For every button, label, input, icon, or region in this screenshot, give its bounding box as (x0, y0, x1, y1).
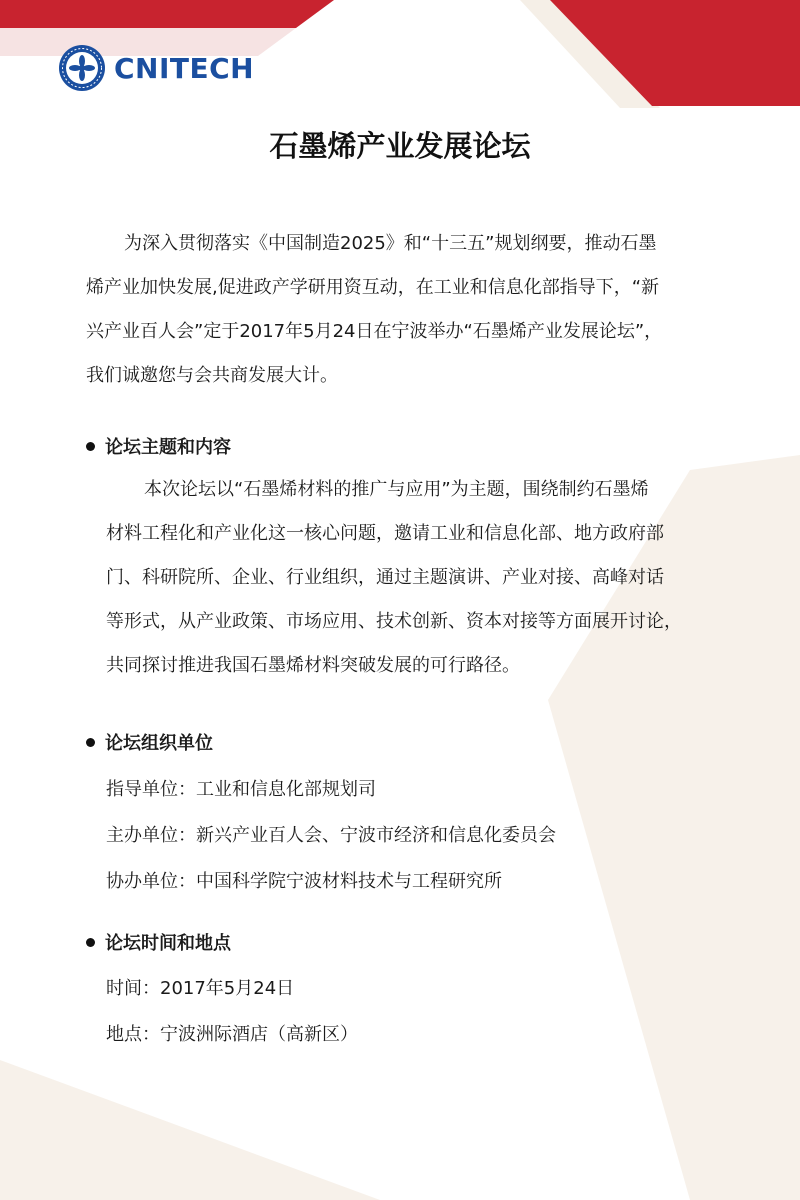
intro-line: 为深入贯彻落实《中国制造2025》和“十三五”规划纲要，推动石墨 (124, 233, 657, 254)
organizer-host: 主办单位：新兴产业百人会、宁波市经济和信息化委员会 (106, 825, 556, 846)
section-heading-time-place (86, 929, 231, 955)
intro-line: 兴产业百人会”定于2017年5月24日在宁波举办“石墨烯产业发展论坛”， (86, 321, 663, 342)
intro-line: 我们诚邀您与会共商发展大计。 (86, 365, 338, 386)
section-heading-theme (86, 433, 231, 459)
logo (58, 42, 254, 94)
top-left-red-stripe (0, 0, 334, 28)
page-title: 石墨烯产业发展论坛 (269, 129, 531, 163)
heading-text: 论坛主题和内容 (105, 437, 231, 458)
theme-line: 材料工程化和产业化这一核心问题，邀请工业和信息化部、地方政府部 (106, 523, 664, 544)
event-time: 时间：2017年5月24日 (106, 978, 295, 999)
bullet-icon (86, 738, 95, 747)
bullet-icon (86, 938, 95, 947)
theme-line: 等形式，从产业政策、市场应用、技术创新、资本对接等方面展开讨论， (106, 611, 682, 632)
intro-line: 烯产业加快发展,促进政产学研用资互动，在工业和信息化部指导下，“新 (86, 277, 660, 298)
organizer-co-host: 协办单位：中国科学院宁波材料技术与工程研究所 (106, 871, 502, 892)
heading-text: 论坛组织单位 (105, 733, 213, 754)
theme-line: 本次论坛以“石墨烯材料的推广与应用”为主题，围绕制约石墨烯 (144, 479, 649, 500)
event-place: 地点：宁波洲际酒店（高新区） (106, 1024, 358, 1045)
bottom-left-beige-shape (0, 1060, 380, 1200)
institution-seal-icon (58, 44, 106, 92)
logo-text: CNITECH (114, 51, 255, 85)
theme-line: 门、科研院所、企业、行业组织，通过主题演讲、产业对接、高峰对话 (106, 567, 664, 588)
bullet-icon (86, 442, 95, 451)
theme-paragraph (106, 468, 726, 688)
intro-paragraph (86, 222, 726, 398)
theme-line: 共同探讨推进我国石墨烯材料突破发展的可行路径。 (106, 655, 520, 676)
section-heading-organizers (86, 729, 213, 755)
heading-text: 论坛时间和地点 (105, 933, 231, 954)
organizer-guide: 指导单位：工业和信息化部规划司 (106, 779, 376, 800)
